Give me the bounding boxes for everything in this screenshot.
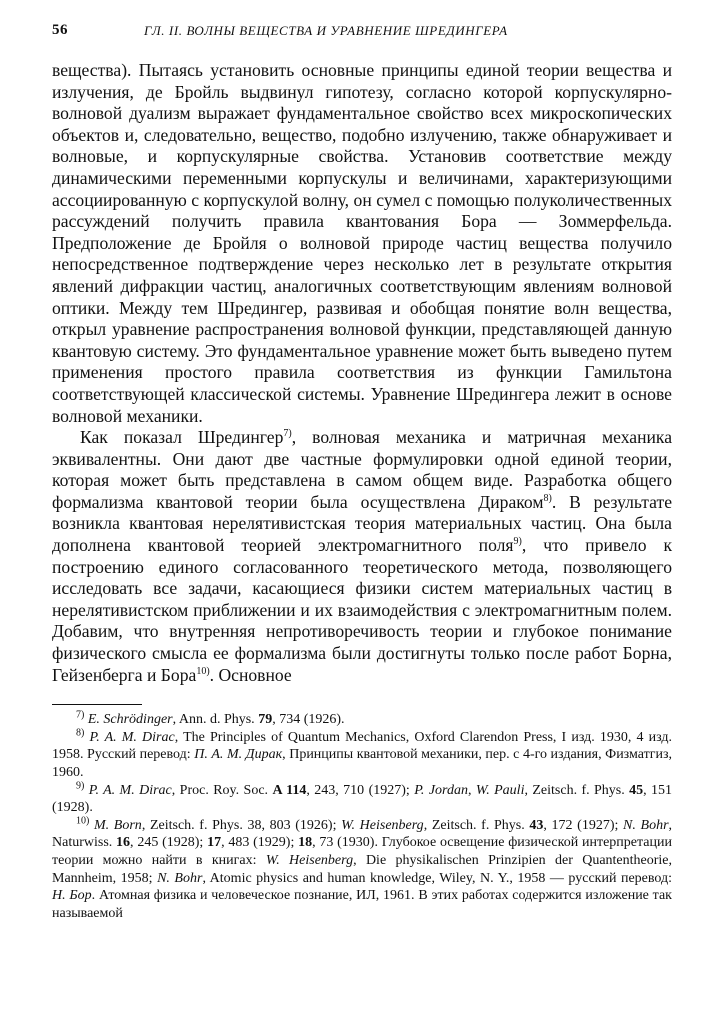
footnote-mark: 9) [76,779,85,791]
footnote-mark: 7) [76,709,85,721]
footnote-8 [52,729,672,782]
paragraph-1: вещества). Пытаясь установить основные принципы единой теории вещества и излучения, де Бройль выдвинул гипотезу, согласно которой корпускулярно-волновой дуализм выражает фундаментальное свойство всех микроскопических объектов и, следовательно, вещество, подобно излучению, также обнаруживает и волновые, и корпускулярные свойства. Установив соответствие между динамическими переменными корпускулы и величинами, характеризующими ассоциированную с корпускулой волну, он сумел с помощью полуколичественных рассуждений получить правила квантования Бора — Зоммерфельда. Предположение де Бройля о волновой природе частиц вещества получило непосредственное подтверждение через несколько лет в результате открытия явлений дифракции частиц, аналогичных соответствующим явлениям волновой оптики. Между тем Шредингер, развивая и обобщая понятие волн вещества, открыл уравнение распространения волновой функции, представляющей данную квантовую систему. Это фундаментальное уравнение может быть выведено путем применения простого правила соответствия из функции Гамильтона соответствующей классической системы. Уравнение Шредингера лежит в основе волновой механики. [52,60,672,426]
paragraph-2-text: Как показал Шредингер [80,427,284,448]
footnote-text: , Принципы квантовой механики, пер. с 4-го издания, Физматгиз, 1960. [52,747,673,780]
footnote-author: P. A. M. Dirac [89,729,175,745]
footnote-volume: A 114 [272,782,307,798]
book-page [52,22,672,922]
page-number: 56 [52,22,68,38]
footnote-text: , 151 (1928). [52,782,673,816]
footnote-text: , The Principles of Quantum Mechanics, Oxford Clarendon Press, I изд. 1930, 4 изд. 1958. Русский перевод: [52,729,673,763]
paragraph-2-text: , что привело к построению единого согласованного теоретического метода, позволяющего исследовать все задачи, касающиеся физики систем материальных частиц в нерелятивистском приближении и их взаимодействия с электромагнитным полем. Добавим, что внутренняя непротиворечивость теории и глубокое понимание физического смысла ее формализма были достигнуты только после работ Борна, Гейзенберга и Бора [52,535,672,685]
footnote-volume: 43 [529,817,544,833]
footnote-text: , Die physikalischen Prinzipien der Quantentheorie, Mannheim, 1958; [52,852,673,886]
footnote-author: P. Jordan [414,782,468,798]
footnote-volume: 45 [629,782,644,798]
running-header [52,22,672,48]
footnote-mark: 8) [76,727,85,739]
footnote-author: P. A. M. Dirac [88,782,172,798]
footnote-text: , Zeitsch. f. Phys. 38, 803 (1926); [141,817,342,833]
footnote-10 [52,817,672,923]
main-text [52,60,672,686]
footnotes [52,711,672,922]
footnote-text: , Atomic physics and human knowledge, Wiley, N. Y., 1958 — русский перевод: [202,870,673,886]
footnote-7 [52,711,672,729]
footnote-text: , Proc. Roy. Soc. [171,782,273,798]
paragraph-2-text: , волновая механика и матричная механика эквивалентны. Они дают две частные формулировки одной единой теории, которая может быть представлена в самом общем виде. Разработка общего формализма квантовой теории была осуществлена Дираком [52,427,672,512]
footnote-text: , 734 (1926). [272,712,345,728]
running-title: ГЛ. II. ВОЛНЫ ВЕЩЕСТВА И УРАВНЕНИЕ ШРЕДИНГЕРА [144,23,508,38]
paragraph-2-text: . Основное [209,664,292,685]
footnote-volume: 17 [207,835,222,851]
footnote-volume: 79 [258,712,273,728]
footnote-text: , 73 (1930). Глубокое освещение физической интерпретации теории можно найти в книгах: [52,835,672,868]
footnote-author: E. Schrödinger [87,712,173,728]
footnote-text: , Zeitsch. f. Phys. [423,817,530,833]
footnote-volume: 18 [298,835,313,851]
footnote-author: W. Heisenberg [265,852,354,868]
footnote-text: , 245 (1928); [130,835,208,851]
footnote-9 [52,779,673,817]
footnote-author: W. Heisenberg [341,817,424,833]
footnote-ref-7: 7) [283,428,292,440]
footnote-author: M. Born [94,817,142,833]
footnote-author: П. А. М. Дирак [194,747,283,763]
footnote-text: , 172 (1927); [543,817,624,833]
footnote-author: N. Bohr [623,817,669,833]
footnote-author: N. Bohr [157,870,203,886]
footnote-text: , 243, 710 (1927); [306,782,415,798]
footnote-text: , 483 (1929); [221,835,299,851]
footnote-divider [52,704,142,705]
footnote-text: . Атомная физика и человеческое познание, ИЛ, 1961. В этих работах содержится изложение так называемой [52,888,672,921]
footnote-ref-10: 10) [196,665,210,677]
paragraph-2-text: . В результате возникла квантовая нерелятивистская теория материальных частиц. Она была дополнена квантовой теорией электромагнитного поля [52,491,672,556]
footnote-text: , Ann. d. Phys. [172,712,259,728]
footnote-ref-9: 9) [513,536,522,548]
footnote-volume: 16 [116,835,131,851]
footnote-text: , [467,782,476,798]
footnote-author: W. Pauli [475,782,525,798]
footnote-ref-8: 8) [543,493,552,505]
paragraph-2 [52,427,672,686]
footnote-mark: 10) [76,815,90,827]
footnote-text: , Naturwiss. [52,817,673,851]
footnote-text: , Zeitsch. f. Phys. [524,782,630,798]
footnote-author: Н. Бор [52,888,92,904]
